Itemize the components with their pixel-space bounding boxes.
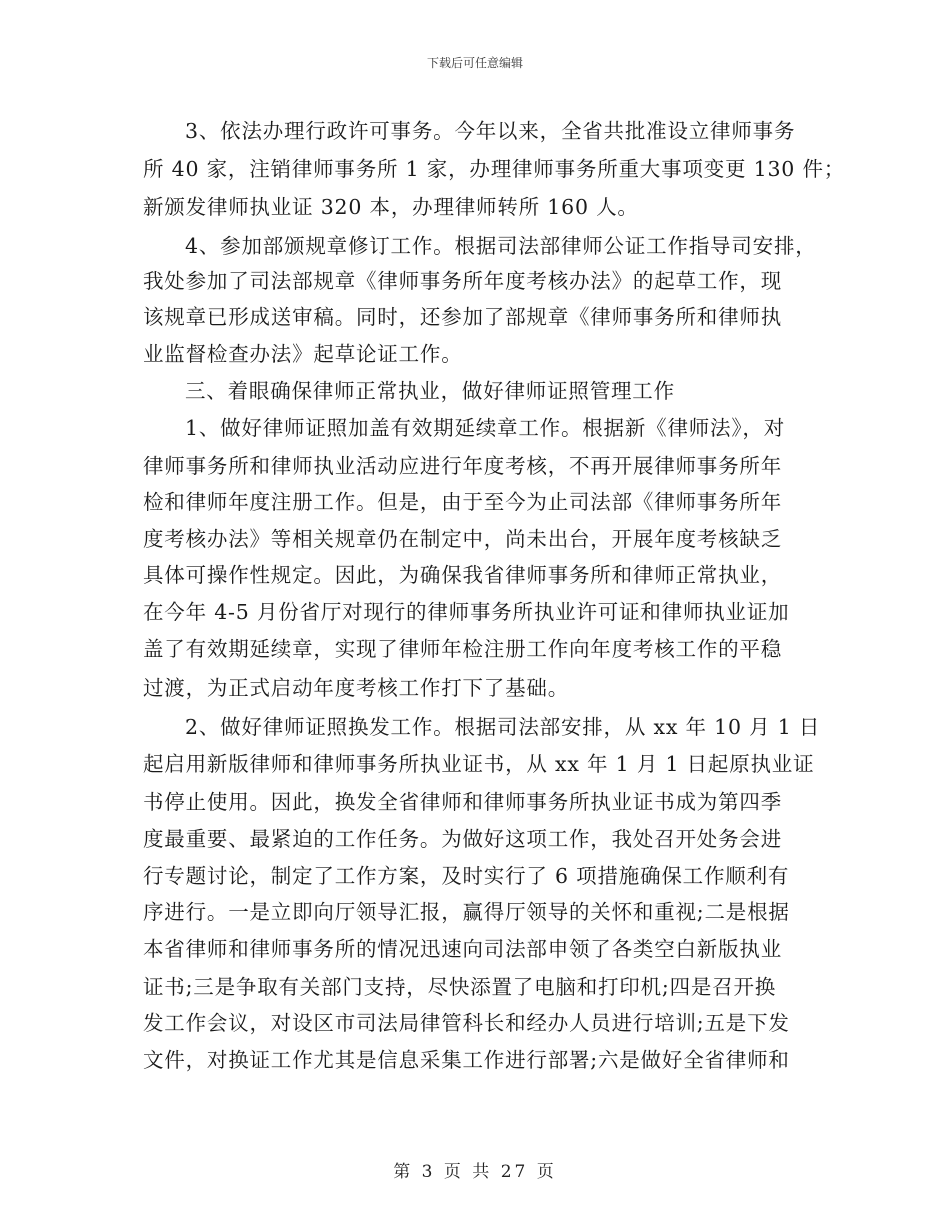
text-line: 3、依法办理行政许可事务。今年以来，全省共批准设立律师事务 bbox=[185, 119, 796, 143]
text-line: 律师事务所和律师执业活动应进行年度考核，不再开展律师事务所年 bbox=[143, 454, 782, 478]
text-line: 具体可操作性规定。因此，为确保我省律师事务所和律师正常执业， bbox=[143, 563, 782, 587]
text-line: 我处参加了司法部规章《律师事务所年度考核办法》的起草工作，现 bbox=[143, 269, 782, 293]
text-line: 文件，对换证工作尤其是信息采集工作进行部署;六是做好全省律师和 bbox=[143, 1048, 790, 1072]
text-line: 本省律师和律师事务所的情况迅速向司法部申领了各类空白新版执业 bbox=[143, 937, 782, 961]
text-line: 过渡，为正式启动年度考核工作打下了基础。 bbox=[143, 676, 569, 700]
text-line: 度考核办法》等相关规章仍在制定中，尚未出台，开展年度考核缺乏 bbox=[143, 527, 782, 551]
text-line: 证书;三是争取有关部门支持，尽快添置了电脑和打印机;四是召开换 bbox=[143, 975, 777, 999]
text-line: 度最重要、最紧迫的工作任务。为做好这项工作，我处召开处务会进 bbox=[143, 827, 782, 851]
text-line: 行专题讨论，制定了工作方案，及时实行了 6 项措施确保工作顺利有 bbox=[143, 864, 790, 888]
text-line: 书停止使用。因此，换发全省律师和律师事务所执业证书成为第四季 bbox=[143, 790, 782, 814]
text-line: 1、做好律师证照加盖有效期延续章工作。根据新《律师法》，对 bbox=[185, 416, 785, 440]
text-line: 序进行。一是立即向厅领导汇报，赢得厅领导的关怀和重视;二是根据 bbox=[143, 900, 790, 924]
text-line: 起启用新版律师和律师事务所执业证书，从 xx 年 1 月 1 日起原执业证 bbox=[143, 752, 815, 776]
text-line: 发工作会议，对设区市司法局律管科长和经办人员进行培训;五是下发 bbox=[143, 1011, 790, 1035]
text-line: 4、参加部颁规章修订工作。根据司法部律师公证工作指导司安排， bbox=[185, 234, 817, 258]
text-line: 在今年 4-5 月份省厅对现行的律师事务所执业许可证和律师执业证加 bbox=[143, 600, 790, 624]
text-line: 检和律师年度注册工作。但是，由于至今为止司法部《律师事务所年 bbox=[143, 490, 782, 514]
text-line: 盖了有效期延续章，实现了律师年检注册工作向年度考核工作的平稳 bbox=[143, 637, 782, 661]
text-line: 业监督检查办法》起草论证工作。 bbox=[143, 342, 463, 366]
text-line: 该规章已形成送审稿。同时，还参加了部规章《律师事务所和律师执 bbox=[143, 305, 782, 329]
page-header: 下载后可任意编辑 bbox=[426, 56, 523, 70]
text-line: 新颁发律师执业证 320 本，办理律师转所 160 人。 bbox=[143, 195, 639, 219]
section-heading: 三、着眼确保律师正常执业，做好律师证照管理工作 bbox=[185, 379, 675, 403]
text-line: 所 40 家，注销律师事务所 1 家，办理律师事务所重大事项变更 130 件； bbox=[143, 157, 846, 181]
text-line: 2、做好律师证照换发工作。根据司法部安排，从 xx 年 10 月 1 日 bbox=[185, 715, 821, 739]
page-footer: 第 3 页 共 27 页 bbox=[393, 1162, 557, 1182]
